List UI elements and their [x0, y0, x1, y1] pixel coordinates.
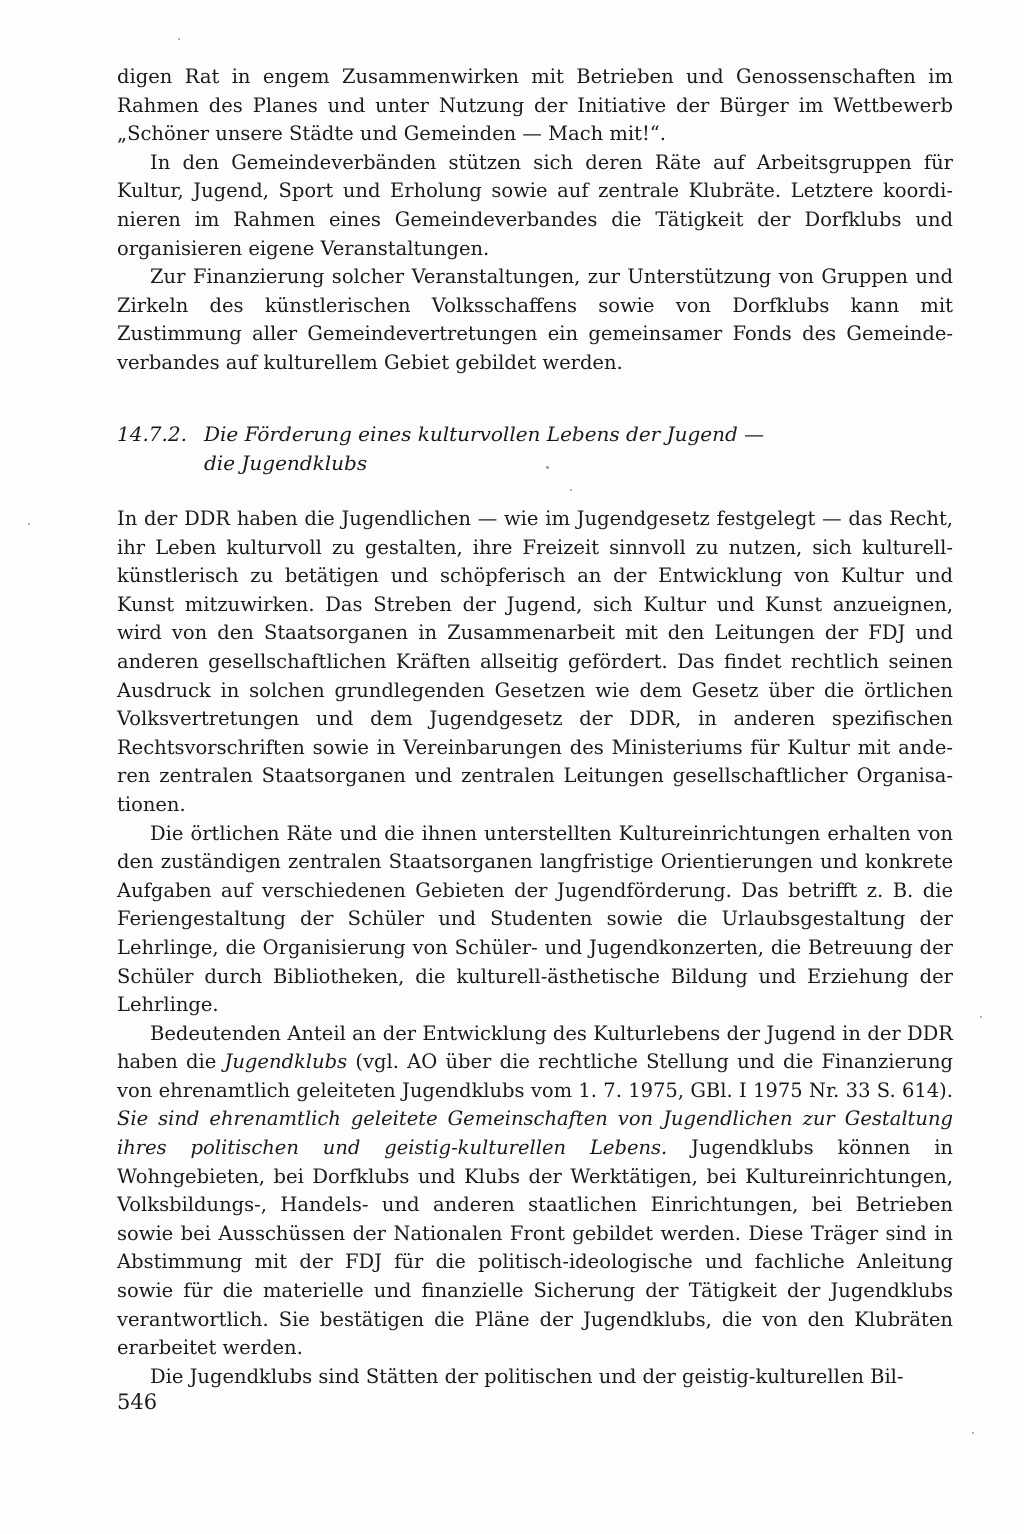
paragraph-jugendklubs-part-c: (vgl. AO über die rechtliche Stellung und die Finanzierung von ehrenamtlich geleiteten Jugendklubs vom 1. 7. 1975, GBl. I 1975 Nr. 33 S. 614).: [117, 1050, 953, 1102]
scan-speck: [178, 38, 180, 40]
section-heading: [117, 420, 953, 477]
paragraph-jugendklubs: [117, 1020, 953, 1363]
scan-speck: [546, 466, 549, 469]
section-title-line2: die Jugendklubs: [204, 450, 368, 475]
paragraph-oertliche-raete: Die örtlichen Räte und die ihnen unterstellten Kultureinrichtungen erhalten von den zuständigen zentralen Staatsorganen langfristige Orientierungen und konkrete Aufgaben auf verschiedenen Gebieten der Jugendförderung. Das betrifft z. B. die Feriengestaltung der Schüler und Studenten sowie die Urlaubsgestaltung der Lehrlinge, die Organisierung von Schüler- und Jugendkonzerten, die Betreuung der Schüler durch Bibliotheken, die kulturell-ästhetische Bildung und Erziehung der Lehrlinge.: [117, 821, 953, 1017]
section-title-line1: Die Förderung eines kulturvollen Lebens der Jugend —: [204, 422, 765, 446]
scan-speck: [570, 489, 572, 491]
text-block-top: [117, 63, 953, 378]
paragraph-jugendgesetz: In der DDR haben die Jugendlichen — wie im Jugendgesetz festgelegt — das Recht, ihr Leben kulturvoll zu gestalten, ihre Freizeit sinnvoll zu nutzen, sich kulturellkünstlerisch zu betätigen und schöpferisch an der Entwicklung von Kultur und Kunst mitzuwirken. Das Streben der Jugend, sich Kultur und Kunst anzueignen, wird von den Staatsorganen in Zusammenarbeit mit den Leitungen der FDJ und anderen gesellschaftlichen Kräften allseitig gefördert. Das findet rechtlich seinen Ausdruck in solchen grundlegenden Gesetzen wie dem Gesetz über die örtlichen Volksvertretungen und dem Jugendgesetz der DDR, in anderen spezifischen Rechtsvorschriften sowie in Vereinbarungen des Ministeriums für Kultur mit anderen zentralen Staatsorganen und zentralen Leitungen gesellschaftlicher Organisationen.: [117, 507, 953, 816]
section-number: 14.7.2.: [117, 422, 187, 446]
paragraph-continued: digen Rat in engem Zusammenwirken mit Betrieben und Genossenschaften im Rahmen des Planes und unter Nutzung der Initiative der Bürger im Wettbewerb „Schöner unsere Städte und Gemeinden — Mach mit!“.: [117, 65, 953, 146]
scan-speck: [28, 523, 30, 525]
paragraph-staetten: Die Jugendklubs sind Stätten der politischen und der geistig-kulturellen Bil-: [150, 1364, 904, 1388]
emphasis-definition: Sie sind ehrenamtlich geleitete Gemeinschaften von Jugendlichen zur Gestaltung ihres politischen und geistig-kulturellen Lebens.: [117, 1107, 953, 1160]
paragraph-gemeindeverbaende: In den Gemeindeverbänden stützen sich deren Räte auf Arbeitsgruppen für Kultur, Jugend, Sport und Erholung sowie auf zentrale Klubräte. Letztere koordinieren im Rahmen eines Gemeindeverbandes die Tätigkeit der Dorfklubs und organisieren eigene Veranstaltungen.: [117, 150, 953, 260]
paragraph-finanzierung: Zur Finanzierung solcher Veranstaltungen, zur Unterstützung von Gruppen und Zirkeln des künstlerischen Volksschaffens sowie von Dorfklubs kann mit Zustimmung aller Gemeindevertretungen ein gemeinsamer Fonds des Gemeindeverbandes auf kulturellem Gebiet gebildet werden.: [117, 265, 953, 374]
scan-speck: [972, 1432, 974, 1434]
text-block-main: [117, 505, 953, 1391]
paragraph-jugendklubs-part-a: Bedeutenden Anteil an der Entwicklung des Kulturlebens der Jugend in der DDR haben die: [117, 1021, 953, 1074]
paragraph-jugendklubs-part-e: Jugendklubs können in Wohngebieten, bei Dorfklubs und Klubs der Werktätigen, bei Kultureinrichtungen, Volksbildungs-, Handels- und anderen staatlichen Einrichtungen, bei Betrieben sowie bei Ausschüssen der Nationalen Front gebildet werden. Diese Träger sind in Abstimmung mit der FDJ für die politisch-ideologische und fachliche Anleitung sowie für die materielle und finanzielle Sicherung der Tätigkeit der Jugendklubs verantwortlich. Sie bestätigen die Pläne der Jugendklubs, die von den Klubräten erarbeitet werden.: [117, 1136, 953, 1360]
scan-speck: [980, 1016, 982, 1018]
emphasis-jugendklubs: Jugendklubs: [224, 1050, 348, 1074]
page-number: 546: [117, 1390, 158, 1414]
